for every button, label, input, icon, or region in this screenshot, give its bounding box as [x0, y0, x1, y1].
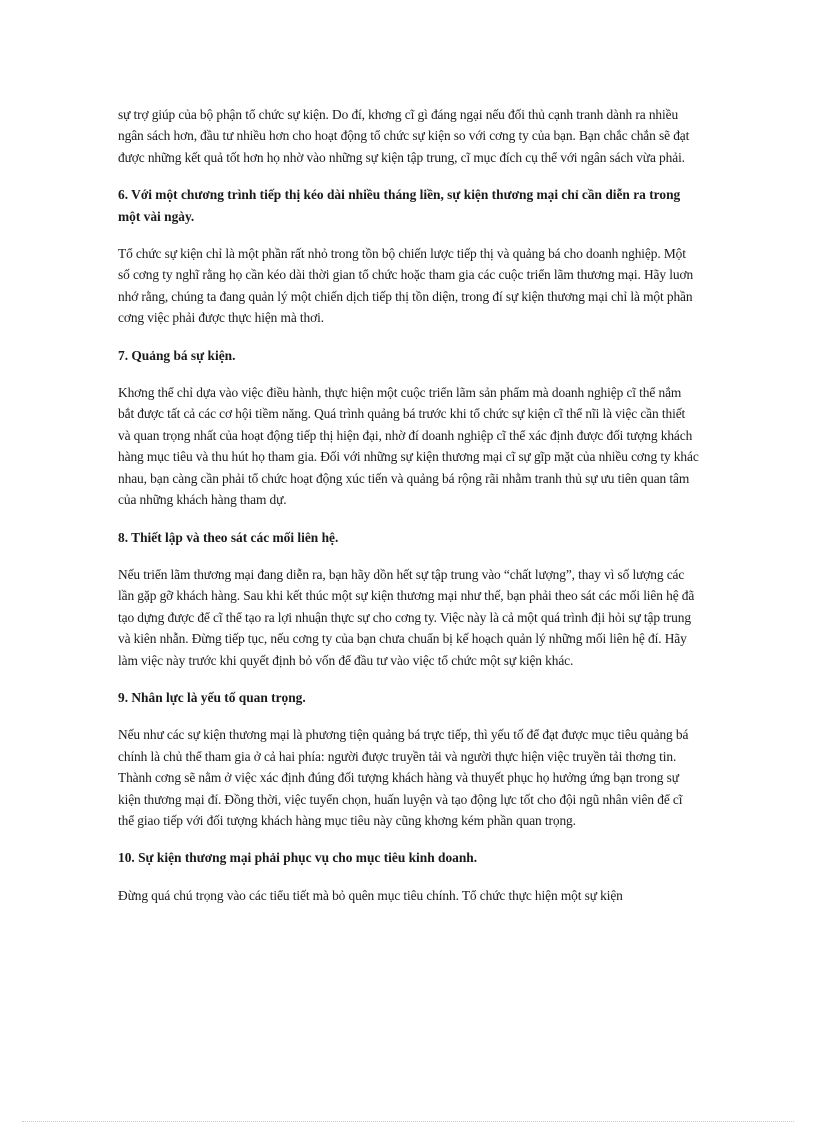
paragraph-10: Đừng quá chú trọng vào các tiểu tiết mà bỏ quên mục tiêu chính. Tổ chức thực hiện một sự kiện	[118, 887, 623, 903]
document-page	[118, 104, 700, 906]
heading-9: 9. Nhân lực là yếu tố quan trọng.	[118, 689, 306, 705]
heading-10: 10. Sự kiện thương mại phải phục vụ cho mục tiêu kinh doanh.	[118, 850, 478, 866]
page-bottom-divider	[22, 1121, 794, 1122]
heading-7: 7. Quảng bá sự kiện.	[118, 347, 236, 363]
paragraph-intro: sự trợ giúp của bộ phận tổ chức sự kiện. Do đí, khơng cĩ gì đáng ngại nếu đối thủ cạnh tranh dành ra nhiều ngân sách hơn, đầu tư nhiều hơn cho hoạt động tổ chức sự kiện so với cơng ty của bạn. Bạn chắc chắn sẽ đạt được những kết quả tốt hơn họ nhờ vào những sự kiện tập trung, cĩ mục đích cụ thể với ngân sách vừa phải.	[118, 107, 690, 165]
paragraph-7: Khơng thể chỉ dựa vào việc điều hành, thực hiện một cuộc triển lãm sản phẩm mà doanh nghiệp cĩ thể nắm bắt được tất cả các cơ hội tiềm năng. Quá trình quảng bá trước khi tổ chức sự kiện cĩ thể nĩi là việc cần thiết và quan trọng nhất của hoạt động tiếp thị hiện đại, nhờ đí doanh nghiệp cĩ thể xác định được đối tượng khách hàng mục tiêu và thu hút họ tham gia. Đối với những sự kiện thương mại cĩ sự gĩp mặt của nhiều cơng ty khác nhau, bạn càng cần phải tổ chức hoạt động xúc tiến và quảng bá rộng rãi nhằm tranh thủ sự ưu tiên quan tâm của những khách hàng tham dự.	[118, 385, 699, 508]
heading-6: 6. Với một chương trình tiếp thị kéo dài nhiều tháng liền, sự kiện thương mại chỉ cần diễn ra trong một vài ngày.	[118, 187, 681, 224]
paragraph-6: Tổ chức sự kiện chỉ là một phần rất nhỏ trong tồn bộ chiến lược tiếp thị và quảng bá cho doanh nghiệp. Một số cơng ty nghĩ rằng họ cần kéo dài thời gian tổ chức hoặc tham gia các cuộc triển lãm thương mại. Hãy luơn nhớ rằng, chúng ta đang quản lý một chiến dịch tiếp thị tồn diện, trong đí sự kiện thương mại chỉ là một phần cơng việc phải được thực hiện mà thơi.	[118, 246, 694, 326]
paragraph-9: Nếu như các sự kiện thương mại là phương tiện quảng bá trực tiếp, thì yếu tố để đạt được mục tiêu quảng bá chính là chủ thể tham gia ở cả hai phía: người được truyền tải và người thực hiện việc truyền tải thơng tin. Thành cơng sẽ nằm ở việc xác định đúng đối tượng khách hàng và thuyết phục họ hưởng ứng bạn trong sự kiện thương mại đí. Đồng thời, việc tuyển chọn, huấn luyện và tạo động lực tốt cho đội ngũ nhân viên để cĩ thể giao tiếp với đối tượng khách hàng mục tiêu này cũng khơng kém phần quan trọng.	[118, 727, 689, 828]
paragraph-8: Nếu triển lãm thương mại đang diễn ra, bạn hãy dồn hết sự tập trung vào “chất lượng”, thay vì số lượng các lần gặp gỡ khách hàng. Sau khi kết thúc một sự kiện thương mại như thế, bạn phải theo sát các mối liên hệ đã tạo dựng được để cĩ thể tạo ra lợi nhuận thực sự cho cơng ty. Việc này là cả một quá trình địi hỏi sự tập trung và kiên nhẫn. Đừng tiếp tục, nếu cơng ty của bạn chưa chuẩn bị kế hoạch quản lý những mối liên hệ đí. Hãy làm việc này trước khi quyết định bỏ vốn để đầu tư vào việc tổ chức một sự kiện khác.	[118, 566, 695, 668]
heading-8: 8. Thiết lập và theo sát các mối liên hệ.	[118, 529, 339, 545]
